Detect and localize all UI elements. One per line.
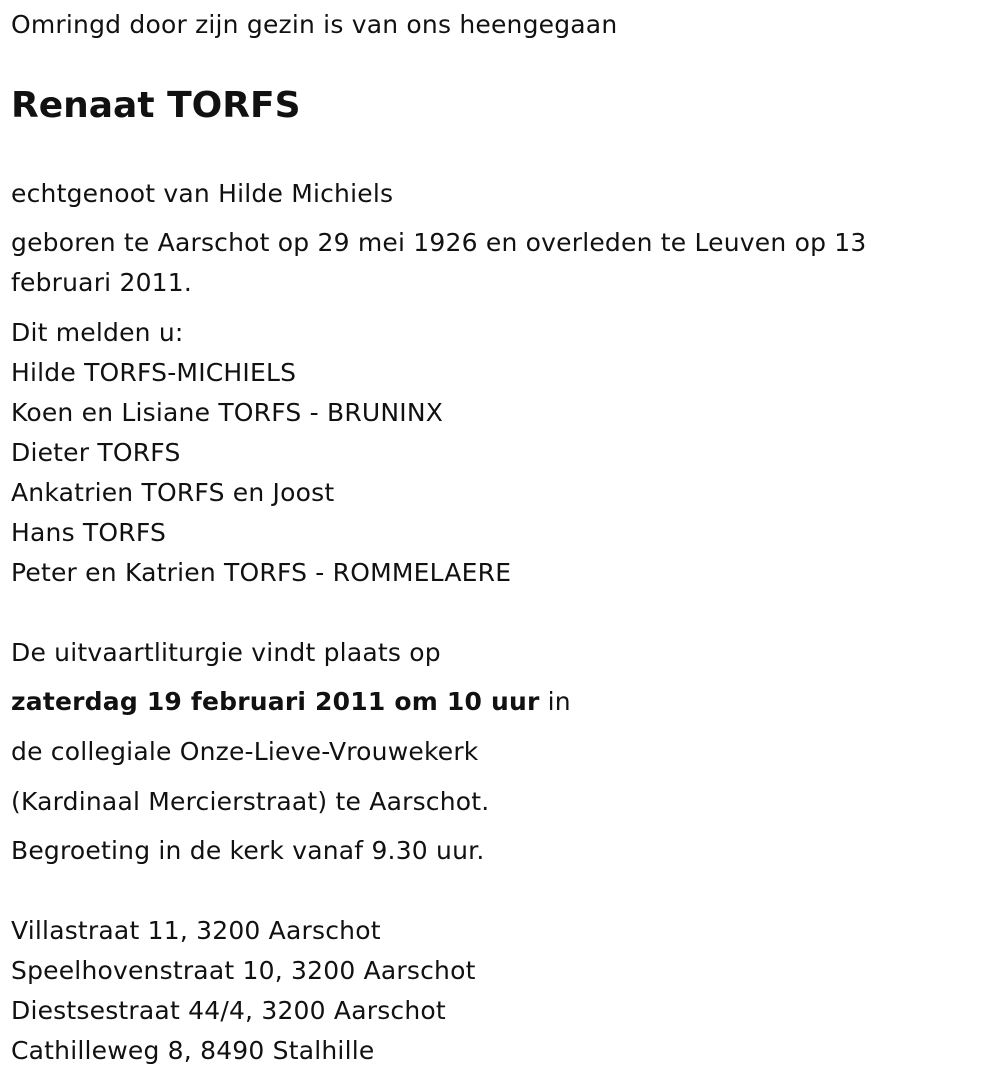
announcer-name: Peter en Katrien TORFS - ROMMELAERE [11,558,512,587]
deceased-name: Renaat TORFS [11,85,301,126]
birth-death-line-2: februari 2011. [11,268,193,297]
funeral-greeting: Begroeting in de kerk vanaf 9.30 uur. [11,836,485,865]
spouse-line: echtgenoot van Hilde Michiels [11,179,394,208]
funeral-date-suffix: in [539,687,571,716]
address-line: Villastraat 11, 3200 Aarschot [11,916,381,945]
funeral-date-line [11,687,571,717]
announcer-name: Hans TORFS [11,518,167,547]
announcer-name: Koen en Lisiane TORFS - BRUNINX [11,398,444,427]
announcer-name: Ankatrien TORFS en Joost [11,478,335,507]
funeral-intro: De uitvaartliturgie vindt plaats op [11,638,441,667]
funeral-church: de collegiale Onze-Lieve-Vrouwekerk [11,737,479,766]
announcer-name: Dieter TORFS [11,438,181,467]
funeral-date: zaterdag 19 februari 2011 om 10 uur [11,687,540,716]
birth-death-line-1: geboren te Aarschot op 29 mei 1926 en overleden te Leuven op 13 [11,228,867,257]
address-line: Cathilleweg 8, 8490 Stalhille [11,1036,375,1065]
address-line: Diestsestraat 44/4, 3200 Aarschot [11,996,446,1025]
announcers-heading: Dit melden u: [11,318,184,347]
intro-line: Omringd door zijn gezin is van ons heengegaan [11,10,618,39]
announcer-name: Hilde TORFS-MICHIELS [11,358,297,387]
address-line: Speelhovenstraat 10, 3200 Aarschot [11,956,476,985]
funeral-street: (Kardinaal Mercierstraat) te Aarschot. [11,787,490,816]
